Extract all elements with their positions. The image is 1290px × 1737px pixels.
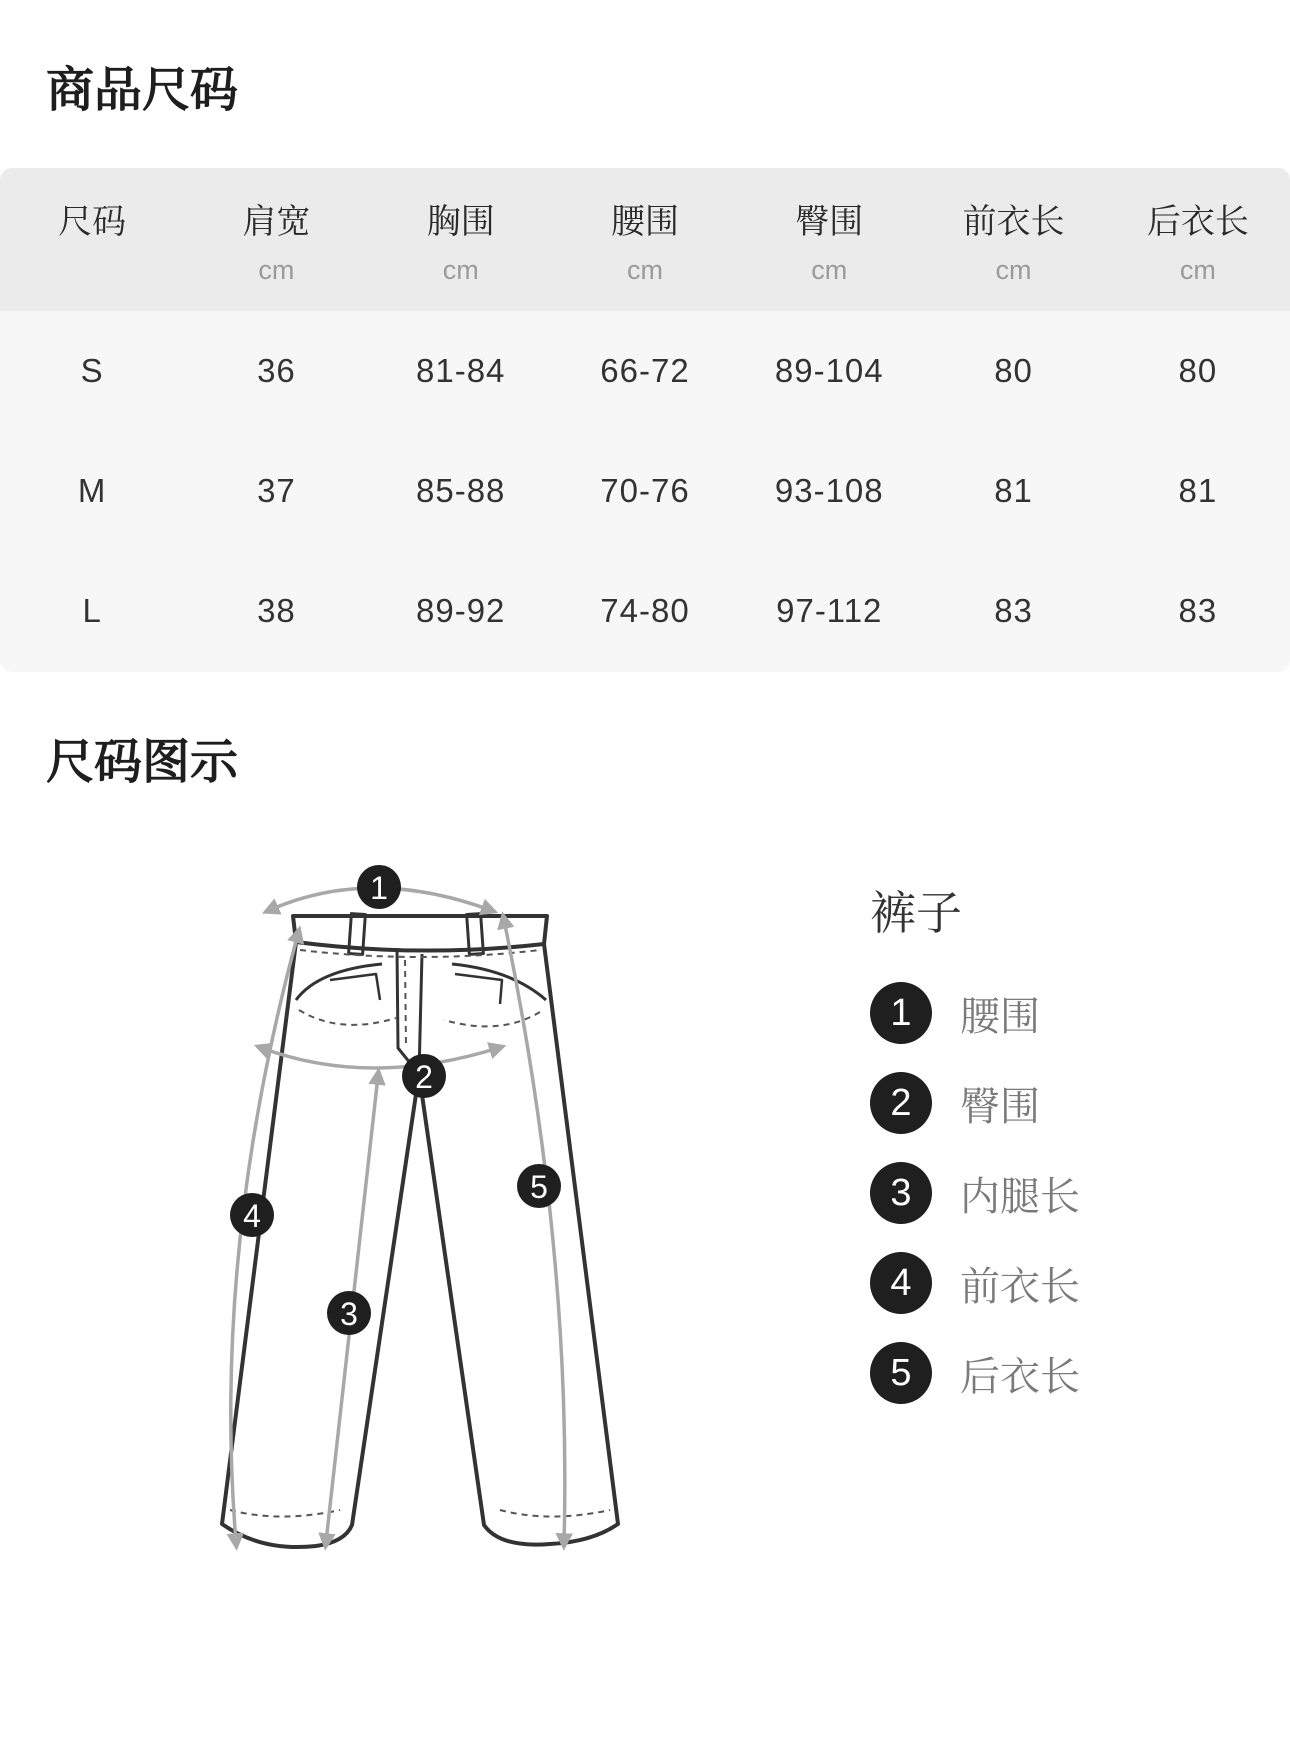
table-cell: 81 <box>1178 472 1218 509</box>
column-header <box>1106 168 1290 311</box>
column-header <box>184 168 368 311</box>
column-unit: cm <box>626 255 663 286</box>
marker-4 <box>230 1193 274 1237</box>
svg-text:2: 2 <box>415 1059 433 1095</box>
legend-label: 臀围 <box>960 1083 1040 1130</box>
table-cell: 85-88 <box>416 472 506 509</box>
table-cell: S <box>80 352 104 389</box>
column-label: 胸围 <box>426 202 495 242</box>
size-table-title: 商品尺码 <box>46 62 239 118</box>
table-header <box>0 168 1290 311</box>
legend-item <box>870 1148 1080 1238</box>
table-cell: 38 <box>257 592 296 629</box>
table-cell: 97-112 <box>776 592 883 629</box>
column-header <box>737 168 921 311</box>
table-cell: 83 <box>1178 592 1218 629</box>
legend-label: 内腿长 <box>960 1173 1080 1220</box>
table-cell: 81-84 <box>416 352 506 389</box>
table-cell: 70-76 <box>600 472 690 509</box>
column-header <box>0 168 184 311</box>
table-cell: 36 <box>257 352 296 389</box>
table-cell: 89-92 <box>416 592 506 629</box>
table-cell: M <box>77 472 107 509</box>
hip-measure-line <box>262 1048 498 1068</box>
table-cell: 80 <box>994 352 1033 389</box>
pants-outline <box>222 914 618 1547</box>
legend-item <box>870 1328 1080 1418</box>
legend-label: 前衣长 <box>960 1263 1080 1310</box>
table-row <box>0 551 1290 671</box>
svg-text:5: 5 <box>530 1169 548 1205</box>
table-cell: 89-104 <box>774 352 884 389</box>
table-cell: 93-108 <box>774 472 884 509</box>
column-unit: cm <box>1179 255 1216 286</box>
column-unit: cm <box>811 255 848 286</box>
legend-title: 裤子 <box>870 886 962 940</box>
column-label: 臀围 <box>795 202 864 242</box>
legend-number-badge: 2 <box>870 1072 932 1134</box>
column-header <box>921 168 1105 311</box>
legend-item <box>870 968 1080 1058</box>
table-cell: 66-72 <box>600 352 690 389</box>
table-row <box>0 311 1290 431</box>
marker-2 <box>402 1054 446 1098</box>
column-label: 肩宽 <box>242 202 311 242</box>
svg-text:3: 3 <box>340 1296 358 1332</box>
column-unit: cm <box>442 255 479 286</box>
table-cell: L <box>82 592 102 629</box>
column-header <box>553 168 737 311</box>
legend-item <box>870 1058 1080 1148</box>
size-table <box>0 168 1290 672</box>
table-cell: 37 <box>257 472 296 509</box>
legend-number-badge: 4 <box>870 1252 932 1314</box>
pants-diagram <box>200 830 650 1560</box>
front-length-measure-line <box>231 934 298 1542</box>
column-label: 尺码 <box>58 202 127 242</box>
column-label: 腰围 <box>610 202 679 242</box>
column-label: 前衣长 <box>962 202 1065 242</box>
legend-label: 后衣长 <box>960 1353 1080 1400</box>
legend-number-badge: 1 <box>870 982 932 1044</box>
legend-number-badge: 5 <box>870 1342 932 1404</box>
legend-label: 腰围 <box>960 993 1040 1040</box>
column-unit: cm <box>258 255 295 286</box>
marker-1 <box>357 865 401 909</box>
table-cell: 80 <box>1178 352 1218 389</box>
column-label: 后衣长 <box>1146 202 1249 242</box>
legend-number-badge: 3 <box>870 1162 932 1224</box>
table-cell: 81 <box>994 472 1033 509</box>
column-header <box>369 168 553 311</box>
svg-text:4: 4 <box>243 1198 261 1234</box>
column-unit: cm <box>995 255 1032 286</box>
svg-text:1: 1 <box>370 870 388 906</box>
table-cell: 83 <box>994 592 1033 629</box>
legend-item <box>870 1238 1080 1328</box>
size-diagram-title: 尺码图示 <box>46 734 239 790</box>
diagram-legend <box>870 886 1080 1418</box>
table-cell: 74-80 <box>600 592 690 629</box>
back-length-measure-line <box>504 920 565 1542</box>
table-row <box>0 431 1290 551</box>
marker-3 <box>327 1291 371 1335</box>
marker-5 <box>517 1164 561 1208</box>
